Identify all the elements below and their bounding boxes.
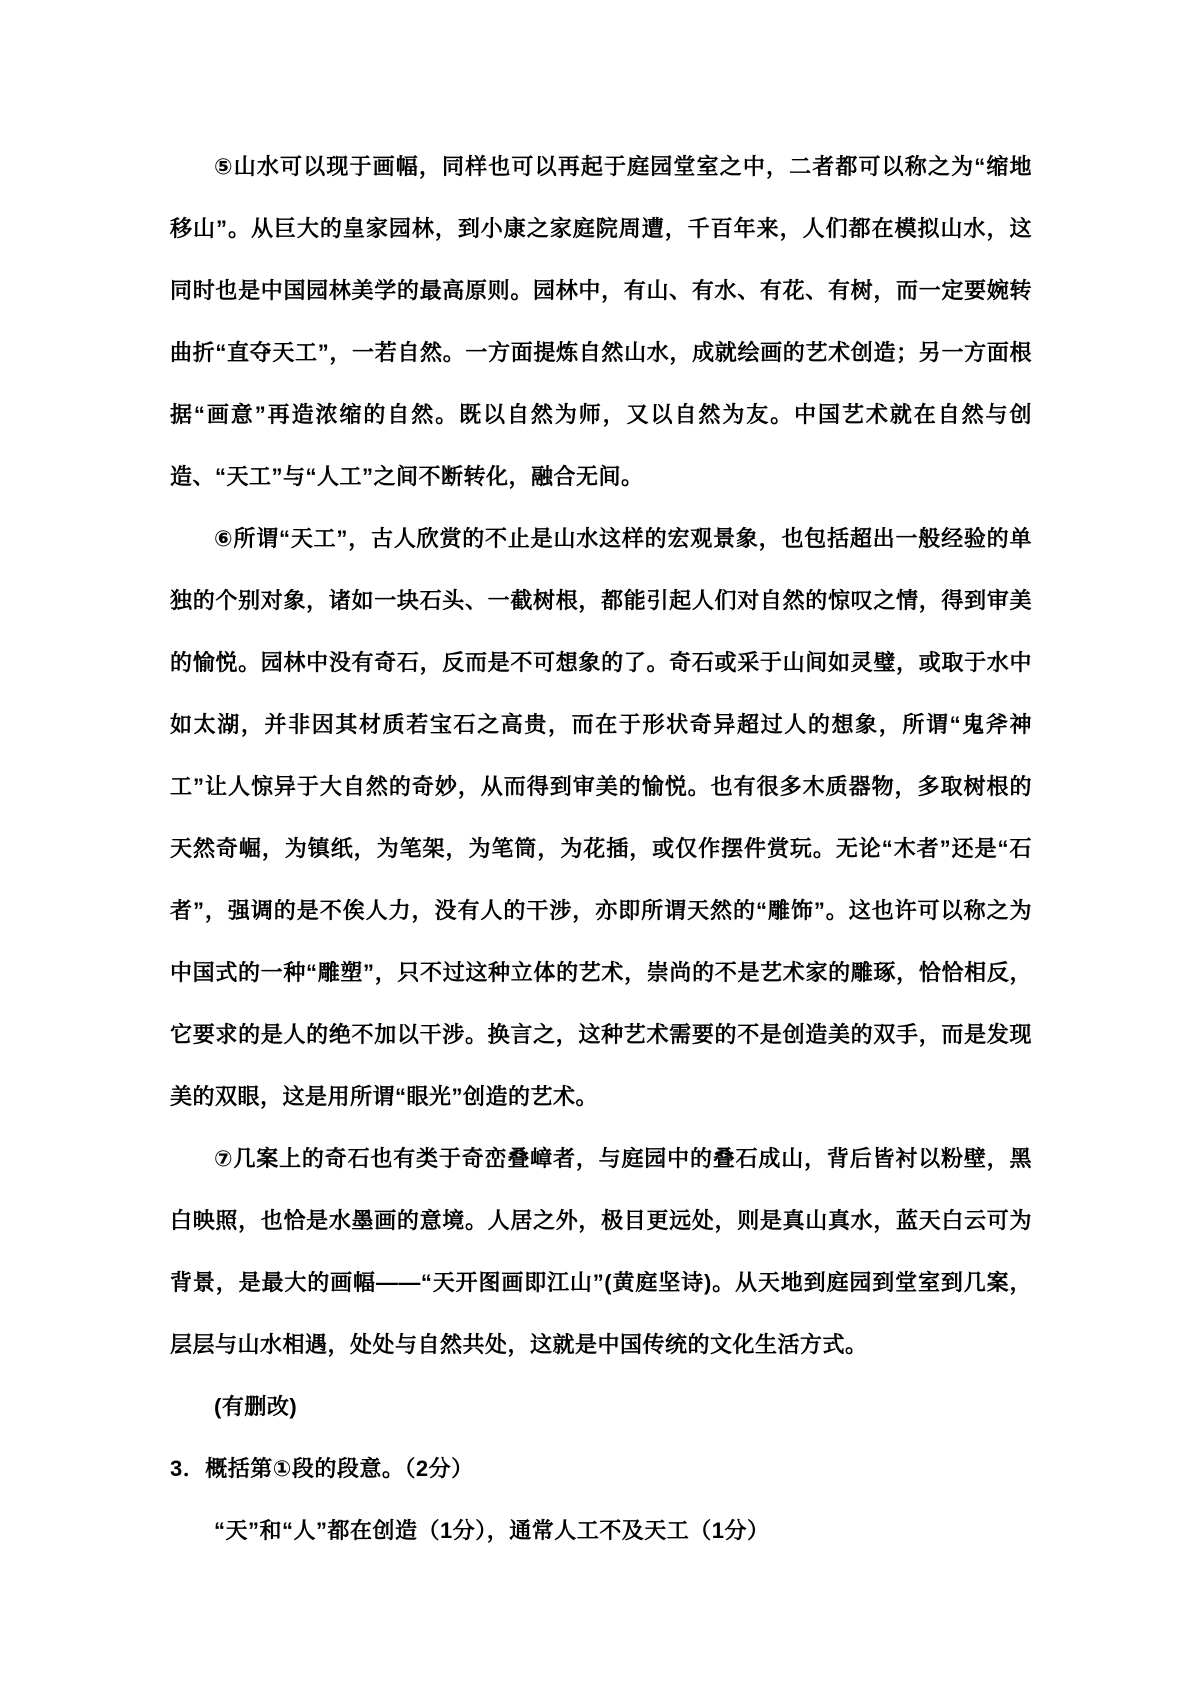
paragraph-7: ⑦几案上的奇石也有类于奇峦叠嶂者，与庭园中的叠石成山，背后皆衬以粉壁，黑白映照，也恰是水墨画的意境。人居之外，极目更远处，则是真山真水，蓝天白云可为背景，是最大的画幅——“天开图画即江山”(黄庭坚诗)。从天地到庭园到堂室到几案，层层与山水相遇，处处与自然共处，这就是中国传统的文化生活方式。 bbox=[170, 1146, 1032, 1357]
question-3: 3．概括第①段的段意。（2分） bbox=[170, 1456, 474, 1481]
answer-3: “天”和“人”都在创造（1分），通常人工不及天工（1分） bbox=[214, 1518, 770, 1543]
paragraph-5: ⑤山水可以现于画幅，同样也可以再起于庭园堂室之中，二者都可以称之为“缩地移山”。从巨大的皇家园林，到小康之家庭院周遭，千百年来，人们都在模拟山水，这同时也是中国园林美学的最高原则。园林中，有山、有水、有花、有树，而一定要婉转曲折“直夺天工”，一若自然。一方面提炼自然山水，成就绘画的艺术创造；另一方面根据“画意”再造浓缩的自然。既以自然为师，又以自然为友。中国艺术就在自然与创造、“天工”与“人工”之间不断转化，融合无间。 bbox=[170, 154, 1032, 489]
paragraph-6: ⑥所谓“天工”，古人欣赏的不止是山水这样的宏观景象，也包括超出一般经验的单独的个别对象，诸如一块石头、一截树根，都能引起人们对自然的惊叹之情，得到审美的愉悦。园林中没有奇石，反而是不可想象的了。奇石或采于山间如灵璧，或取于水中如太湖，并非因其材质若宝石之高贵，而在于形状奇异超过人的想象，所谓“鬼斧神工”让人惊异于大自然的奇妙，从而得到审美的愉悦。也有很多木质器物，多取树根的天然奇崛，为镇纸，为笔架，为笔筒，为花插，或仅作摆件赏玩。无论“木者”还是“石者”，强调的是不俟人力，没有人的干涉，亦即所谓天然的“雕饰”。这也许可以称之为中国式的一种“雕塑”，只不过这种立体的艺术，崇尚的不是艺术家的雕琢，恰恰相反，它要求的是人的绝不加以干涉。换言之，这种艺术需要的不是创造美的双手，而是发现美的双眼，这是用所谓“眼光”创造的艺术。 bbox=[170, 526, 1032, 1109]
deletion-note: (有删改) bbox=[214, 1394, 298, 1419]
